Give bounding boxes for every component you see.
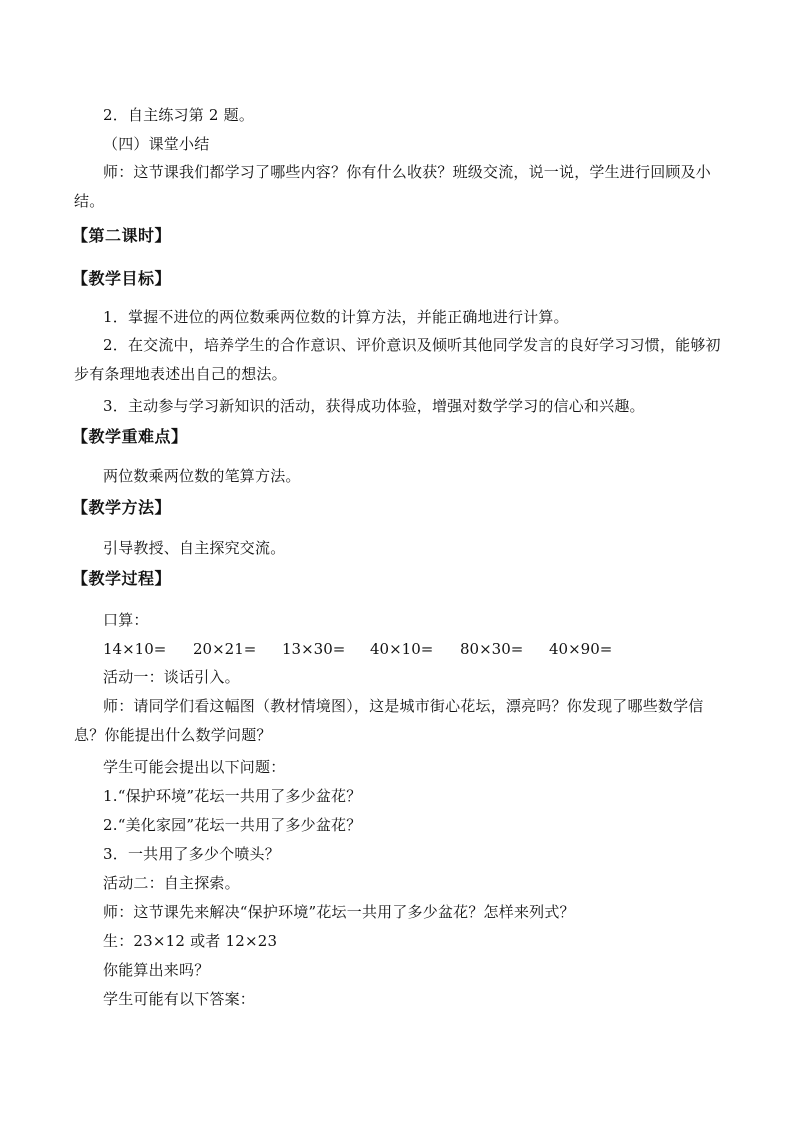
summary-text: 师：这节课我们都学习了哪些内容？你有什么收获？班级交流，说一说，学生进行回顾及小结。	[74, 163, 712, 210]
possible-answers-text: 学生可能有以下答案：	[103, 990, 256, 1008]
summary-heading: （四）课堂小结	[103, 135, 210, 153]
oral-calc-item: 40×90=	[549, 640, 613, 658]
goal-item: 1．掌握不进位的两位数乘两位数的计算方法，并能正确地进行计算。	[103, 308, 569, 326]
student-answer: 生：23×12 或者 12×23	[103, 932, 278, 950]
goal-item: 2．在交流中，培养学生的合作意识、评价意识及倾听其他同学发言的良好学习习惯，能够初步有条理地表述出自己的想法。	[74, 336, 721, 383]
key-points-heading: 【教学重难点】	[72, 427, 188, 446]
oral-calc-item: 13×30=	[282, 640, 346, 658]
methods-heading: 【教学方法】	[72, 498, 172, 517]
activity-heading: 活动二：自主探索。	[103, 874, 240, 892]
oral-calc-item: 80×30=	[460, 640, 524, 658]
students-may-text: 学生可能会提出以下问题：	[103, 758, 286, 776]
lesson-title: 【第二课时】	[72, 226, 172, 245]
question-item: 2.“美化家园”花坛一共用了多少盆花？	[103, 816, 362, 834]
teacher-prompt: 师：这节课先来解决“保护环境”花坛一共用了多少盆花？怎样来列式？	[103, 903, 575, 921]
methods-text: 引导教授、自主探究交流。	[103, 539, 286, 557]
oral-calc-item: 20×21=	[193, 640, 257, 658]
goal-item: 3．主动参与学习新知识的活动，获得成功体验，增强对数学学习的信心和兴趣。	[103, 397, 645, 415]
question-item: 1.“保护环境”花坛一共用了多少盆花？	[103, 787, 362, 805]
key-points-text: 两位数乘两位数的笔算方法。	[103, 467, 301, 485]
self-practice-item: 2．自主练习第 2 题。	[103, 106, 255, 124]
oral-calc-item: 40×10=	[370, 640, 434, 658]
goals-heading: 【教学目标】	[72, 269, 172, 288]
activity-heading: 活动一：谈话引入。	[103, 668, 240, 686]
oral-calc-item: 14×10=	[103, 640, 167, 658]
oral-calc-label: 口算：	[103, 611, 149, 629]
process-heading: 【教学过程】	[72, 569, 172, 588]
question-item: 3．一共用了多少个喷头？	[103, 845, 280, 863]
followup-question: 你能算出来吗？	[103, 961, 210, 979]
teacher-prompt: 师：请同学们看这幅图（教材情境图），这是城市街心花坛，漂亮吗？你发现了哪些数学信息？你能提出什么数学问题？	[74, 697, 704, 744]
